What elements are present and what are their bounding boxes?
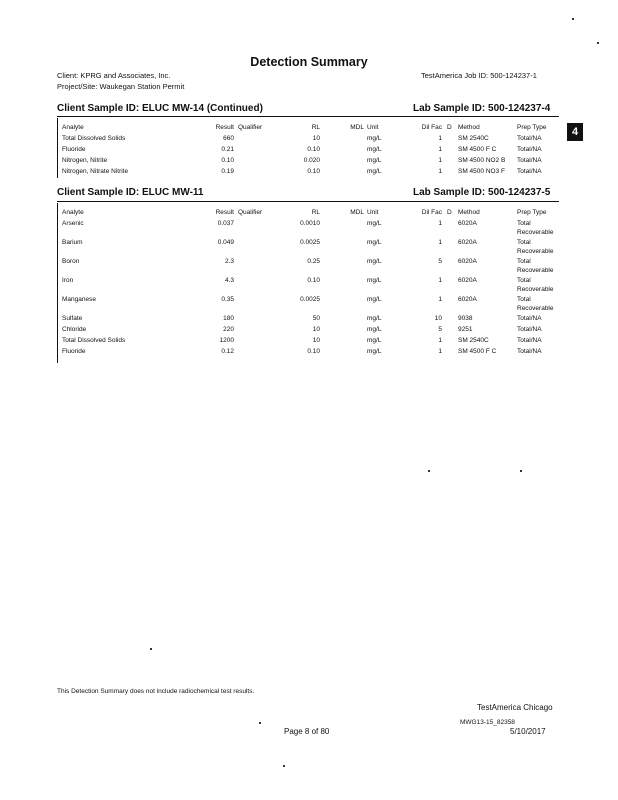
cell-prep: Total Recoverable — [517, 239, 554, 255]
cell-rl: 10 — [312, 326, 320, 333]
col-mdl: MDL — [350, 209, 364, 216]
cell-result: 0.35 — [221, 296, 234, 303]
cell-prep: Total/NA — [517, 168, 542, 175]
cell-prep: Total/NA — [517, 157, 542, 164]
cell-analyte: Sulfate — [62, 315, 83, 322]
col-result: Result — [215, 124, 234, 131]
cell-prep: Total/NA — [517, 135, 542, 142]
lab-sample-id-1: Lab Sample ID: 500-124237-4 — [413, 103, 551, 114]
cell-prep: Total/NA — [517, 315, 542, 322]
col-prep-type: Prep Type — [517, 124, 547, 131]
cell-prep: Total/NA — [517, 348, 542, 355]
cell-prep: Total/NA — [517, 146, 542, 153]
cell-result: 0.12 — [221, 348, 234, 355]
cell-prep: Total Recoverable — [517, 220, 554, 236]
cell-rl: 0.0010 — [300, 220, 320, 227]
cell-dil: 1 — [438, 296, 442, 303]
cell-method: SM 4500 NO3 F — [458, 168, 505, 175]
cell-method: 6020A — [458, 296, 477, 303]
cell-analyte: Barium — [62, 239, 83, 246]
cell-unit: mg/L — [367, 326, 382, 333]
col-rl: RL — [311, 209, 320, 216]
footer-note: This Detection Summary does not include radiochemical test results. — [57, 688, 255, 695]
cell-analyte: Iron — [62, 277, 74, 284]
lab-sample-id-2: Lab Sample ID: 500-124237-5 — [413, 187, 551, 198]
cell-unit: mg/L — [367, 296, 382, 303]
scan-speck — [572, 18, 574, 20]
cell-prep: Total Recoverable — [517, 258, 554, 274]
cell-unit: mg/L — [367, 258, 382, 265]
client-name: Client: KPRG and Associates, Inc. — [57, 71, 171, 80]
cell-rl: 0.25 — [307, 258, 320, 265]
client-sample-id-2: Client Sample ID: ELUC MW-11 — [57, 187, 204, 198]
cell-result: 2.3 — [224, 258, 234, 265]
col-dil-fac: Dil Fac — [421, 124, 442, 131]
scan-speck — [150, 648, 152, 650]
cell-rl: 50 — [312, 315, 320, 322]
cell-rl: 0.10 — [307, 168, 320, 175]
col-mdl: MDL — [350, 124, 364, 131]
doc-code: MWG13-15_82358 — [460, 719, 515, 726]
cell-dil: 1 — [438, 337, 442, 344]
cell-method: SM 2540C — [458, 135, 489, 142]
cell-unit: mg/L — [367, 315, 382, 322]
cell-result: 0.19 — [221, 168, 234, 175]
cell-result: 0.21 — [221, 146, 234, 153]
cell-rl: 0.10 — [307, 348, 320, 355]
cell-analyte: Boron — [62, 258, 80, 265]
cell-analyte: Arsenic — [62, 220, 84, 227]
cell-dil: 1 — [438, 348, 442, 355]
cell-result: 180 — [223, 315, 234, 322]
section-tab: 4 — [567, 123, 583, 141]
cell-analyte: Fluoride — [62, 348, 86, 355]
cell-dil: 1 — [438, 146, 442, 153]
lab-name: TestAmerica Chicago — [477, 703, 553, 712]
cell-unit: mg/L — [367, 277, 382, 284]
section-rule-2 — [57, 201, 559, 202]
cell-method: SM 4500 F C — [458, 348, 497, 355]
cell-analyte: Chloride — [62, 326, 87, 333]
cell-unit: mg/L — [367, 239, 382, 246]
cell-analyte: Fluoride — [62, 146, 86, 153]
cell-rl: 0.10 — [307, 146, 320, 153]
col-qualifier: Qualifier — [238, 124, 263, 131]
cell-result: 220 — [223, 326, 234, 333]
cell-dil: 1 — [438, 239, 442, 246]
cell-method: 9251 — [458, 326, 473, 333]
cell-prep: Total/NA — [517, 337, 542, 344]
cell-method: 6020A — [458, 277, 477, 284]
col-d: D — [447, 209, 452, 216]
cell-unit: mg/L — [367, 135, 382, 142]
page-number: Page 8 of 80 — [284, 727, 330, 736]
col-qualifier: Qualifier — [238, 209, 263, 216]
cell-rl: 0.0025 — [300, 239, 320, 246]
cell-rl: 10 — [312, 337, 320, 344]
cell-analyte: Total Dissolved Solids — [62, 135, 126, 142]
job-id: TestAmerica Job ID: 500-124237-1 — [421, 71, 537, 80]
section-bracket-1 — [57, 118, 58, 178]
section-rule-1 — [57, 116, 559, 117]
cell-unit: mg/L — [367, 146, 382, 153]
cell-result: 660 — [223, 135, 234, 142]
cell-method: SM 4500 F C — [458, 146, 497, 153]
section-bracket-2 — [57, 203, 58, 363]
cell-method: 6020A — [458, 239, 477, 246]
cell-method: SM 4500 NO2 B — [458, 157, 506, 164]
scan-speck — [259, 722, 261, 724]
col-analyte: Analyte — [62, 209, 84, 216]
cell-prep: Total Recoverable — [517, 277, 554, 293]
cell-rl: 0.0025 — [300, 296, 320, 303]
cell-method: 6020A — [458, 220, 477, 227]
col-unit: Unit — [367, 124, 379, 131]
cell-dil: 5 — [438, 326, 442, 333]
cell-result: 4.3 — [224, 277, 234, 284]
cell-dil: 1 — [438, 168, 442, 175]
col-result: Result — [215, 209, 234, 216]
col-analyte: Analyte — [62, 124, 84, 131]
cell-unit: mg/L — [367, 168, 382, 175]
col-method: Method — [458, 124, 480, 131]
cell-result: 0.037 — [217, 220, 234, 227]
client-sample-id-1: Client Sample ID: ELUC MW-14 (Continued) — [57, 103, 263, 114]
cell-rl: 0.020 — [303, 157, 320, 164]
cell-analyte: Nitrogen, Nitrite — [62, 157, 108, 164]
project-site: Project/Site: Waukegan Station Permit — [57, 82, 185, 91]
col-method: Method — [458, 209, 480, 216]
report-date: 5/10/2017 — [510, 727, 546, 736]
cell-prep: Total/NA — [517, 326, 542, 333]
cell-dil: 1 — [438, 277, 442, 284]
cell-prep: Total Recoverable — [517, 296, 554, 312]
col-d: D — [447, 124, 452, 131]
scan-speck — [597, 42, 599, 44]
cell-dil: 1 — [438, 220, 442, 227]
scan-speck — [428, 470, 430, 472]
cell-unit: mg/L — [367, 337, 382, 344]
cell-dil: 5 — [438, 258, 442, 265]
cell-unit: mg/L — [367, 348, 382, 355]
cell-method: 9038 — [458, 315, 473, 322]
col-dil-fac: Dil Fac — [421, 209, 442, 216]
cell-rl: 10 — [312, 135, 320, 142]
cell-method: SM 2540C — [458, 337, 489, 344]
col-rl: RL — [311, 124, 320, 131]
cell-analyte: Manganese — [62, 296, 96, 303]
col-prep-type: Prep Type — [517, 209, 547, 216]
cell-result: 1200 — [219, 337, 234, 344]
cell-analyte: Nitrogen, Nitrate Nitrite — [62, 168, 129, 175]
cell-result: 0.10 — [221, 157, 234, 164]
cell-dil: 1 — [438, 135, 442, 142]
cell-rl: 0.10 — [307, 277, 320, 284]
cell-method: 6020A — [458, 258, 477, 265]
cell-analyte: Total Dissolved Solids — [62, 337, 126, 344]
cell-unit: mg/L — [367, 157, 382, 164]
scan-speck — [520, 470, 522, 472]
scan-speck — [283, 765, 285, 767]
cell-result: 0.049 — [217, 239, 234, 246]
cell-dil: 10 — [434, 315, 442, 322]
page-title: Detection Summary — [250, 55, 368, 69]
col-unit: Unit — [367, 209, 379, 216]
cell-unit: mg/L — [367, 220, 382, 227]
cell-dil: 1 — [438, 157, 442, 164]
